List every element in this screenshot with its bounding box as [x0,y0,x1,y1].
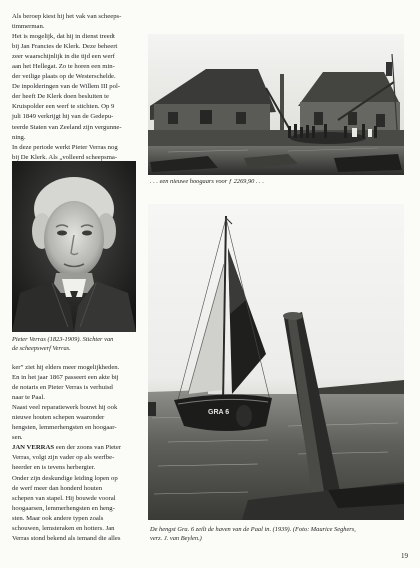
text-line: Onder zijn deskundige leiding lopen op [12,474,118,482]
portrait-caption [12,335,137,354]
text-line: sen. [12,434,23,442]
person-name-heading: JAN VERRAS [12,444,55,452]
shipyard-photo-caption [150,177,400,186]
text-line: der veilige plaats op de Westerschelde. [12,73,116,81]
text-line: hoogaarsen, lemmerhengsten en heng- [12,504,115,512]
text-line: de werf meer dan honderd houten [12,484,103,492]
text-line: aan het Hellegat. Zo te horen een min- [12,63,115,71]
text-line: In deze periode werkt Pieter Verras nog [12,143,118,151]
text-line: heerder en is tevens herbergier. [12,464,96,472]
sail-number-label: GRA 6 [208,409,230,416]
caption-line: de scheepswerf Verras. [12,345,71,353]
text-line: ning. [12,133,26,141]
text-line: naar te Paal. [12,394,45,402]
text-line: hengsten, lemmerhengsten en hoogaar- [12,424,117,432]
text-line: ker” ziet hij elders meer mogelijkheden. [12,364,120,371]
text-line: bij De Klerk. Als „volleerd scheepsma- [12,153,118,161]
text-line: De inpolderingen van de Willem III pol- [12,83,121,91]
text-line: Naast veel reparatiewerk bouwt hij ook [12,404,118,412]
caption-line: . . . een nieuwe hoogaars voor ƒ 2269,90 . . . [150,178,264,185]
text-line: bij Jan Francies de Klerk. Deze beheert [12,43,118,51]
text-line: sten. Maar ook andere typen zoals [12,514,104,522]
text-line: timmerman. [12,23,45,31]
text-line: juli 1849 verkrijgt hij van de Gedepu- [12,113,114,121]
caption-line: Pieter Verras (1823-1909). Stichter van [12,336,114,343]
caption-line: De hengst Gra. 6 zeilt de haven van de Paal in. (1939). (Foto: Maurice Seghers, [150,526,356,533]
pieter-verras-portrait [12,161,136,332]
page-number: 19 [401,552,408,560]
sailing-photo-caption [150,525,404,544]
text-line [12,443,136,453]
text-line: Verras stond bekend als iemand die alles [12,534,121,542]
text-line: zeer waarschijnlijk in die tijd een werf [12,53,115,61]
text-line: teerde Staten van Zeeland zijn vergunne- [12,123,122,131]
text-line: schouwen, lemsteraken en hotters. Jan [12,524,115,532]
text-line: Kruispolder een werf te stichten. Op 9 [12,103,115,111]
text-fragment: een der zoons van Pieter [54,444,122,452]
text-line: Het is mogelijk, dat hij in dienst treedt [12,33,115,41]
caption-line: verz. J. van Beylen.) [150,535,202,543]
text-line: En in het jaar 1867 passeert een akte bij [12,374,119,382]
text-line: nieuwe houten schepen waaronder [12,414,105,422]
text-line: de notaris en Pieter Verras is verhuisd [12,384,113,392]
text-line: schepen van stapel. Hij bouwde vooral [12,494,116,502]
text-line: Verras, volgt zijn vader op als werfbe- [12,454,115,462]
shipyard-photo [148,34,404,175]
sailing-hengst-photo [148,204,404,520]
text-line: der heeft De Klerk doen besluiten te [12,93,109,101]
intro-paragraph [12,12,136,163]
text-line: Als beroep kiest hij het vak van scheeps- [12,13,122,20]
biography-paragraph [12,363,136,544]
